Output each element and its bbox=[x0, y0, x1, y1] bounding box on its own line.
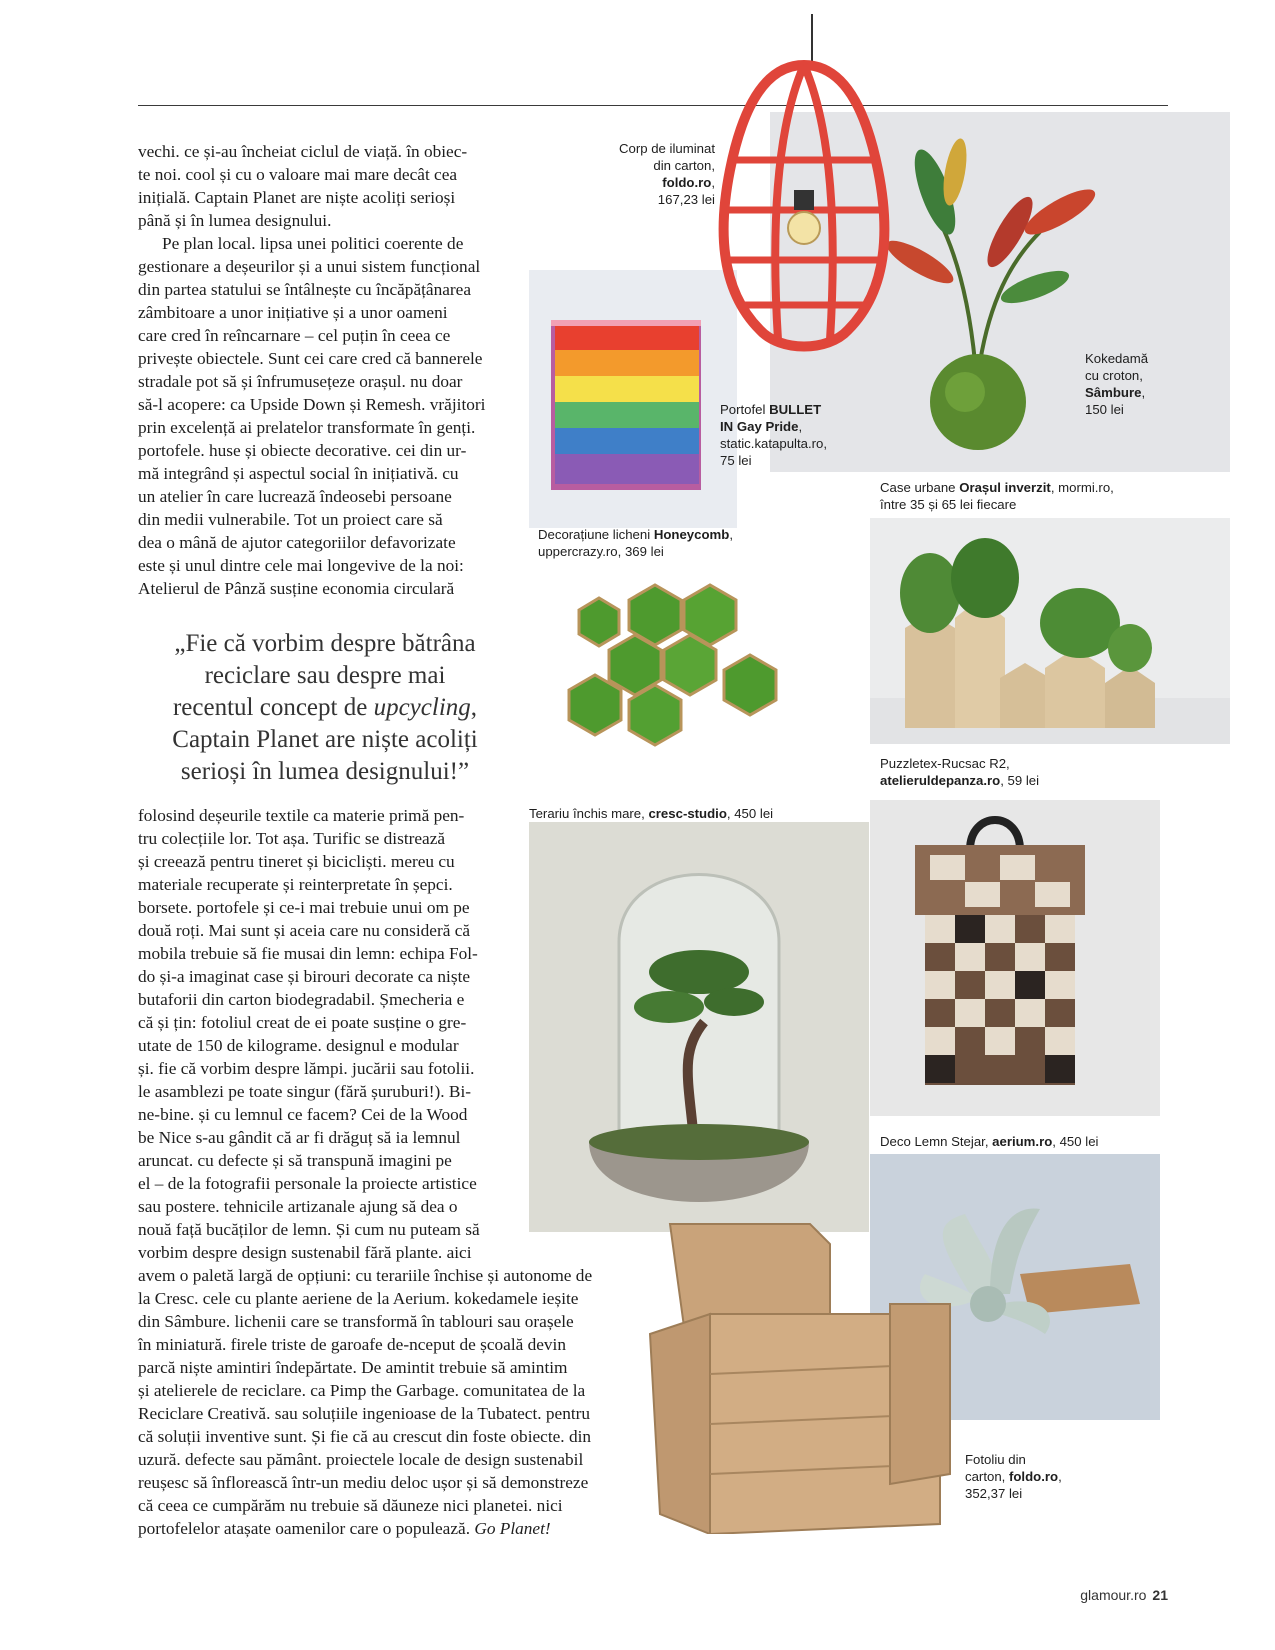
caption-text: Portofel bbox=[720, 402, 770, 417]
caption-line bbox=[529, 805, 849, 822]
footer-site: glamour.ro bbox=[1080, 1587, 1147, 1603]
caption-houses bbox=[880, 479, 1180, 513]
text-line: gestionare a deșeurilor și a unui sistem funcțional bbox=[138, 257, 481, 276]
caption-line bbox=[720, 401, 860, 418]
patchwork-backpack-image bbox=[870, 800, 1160, 1116]
caption-text: Terariu închis mare, bbox=[529, 806, 649, 821]
caption-price: 352,37 lei bbox=[965, 1486, 1023, 1501]
text-line: inițială. Captain Planet are niște acoliți serioși bbox=[138, 188, 456, 207]
caption-line: uppercrazy.ro, 369 lei bbox=[538, 544, 664, 559]
caption-line: între 35 și 65 lei fiecare bbox=[880, 497, 1017, 512]
text-line: din partea statului se întâlnește cu încăpățânarea bbox=[138, 280, 471, 299]
caption-backpack bbox=[880, 755, 1140, 789]
text-line: dea o mână de ajutor categoriilor defavorizate bbox=[138, 533, 456, 552]
text-line: și creează pentru tineret și bicicliști. mereu cu bbox=[138, 852, 455, 871]
chair-photo bbox=[640, 1214, 960, 1534]
text-line: reușesc să înflorească într-un mediu deloc ușor și să demonstreze bbox=[138, 1473, 589, 1492]
text-line: folosind deșeurile textile ca materie primă pen- bbox=[138, 806, 465, 825]
text-line: uzură. defecte sau pământ. proiectele locale de design sustenabil bbox=[138, 1450, 584, 1469]
caption-terrarium bbox=[529, 805, 849, 822]
text-line: la Cresc. cele cu plante aeriene de la Aerium. kokedamele ieșite bbox=[138, 1289, 579, 1308]
text-line: tru colecțiile lor. Tot așa. Turific se distrează bbox=[138, 829, 446, 848]
caption-line bbox=[965, 1468, 1105, 1485]
text-line: parcă niște amintiri îndepărtate. De amintit trebuie să amintim bbox=[138, 1358, 568, 1377]
text-line: și atelierele de reciclare. ca Pimp the Garbage. comunitatea de la bbox=[138, 1381, 586, 1400]
caption-line bbox=[560, 174, 715, 191]
paragraph-4 bbox=[138, 1264, 638, 1540]
text-line: care cred în reîncarnare – cel puțin în ceea ce bbox=[138, 326, 451, 345]
caption-line bbox=[720, 418, 860, 435]
caption-brand: atelieruldepanza.ro bbox=[880, 773, 1001, 788]
text-line: vechi. ce și-au încheiat ciclul de viață. în obiec- bbox=[138, 142, 468, 161]
pull-quote bbox=[140, 628, 510, 788]
caption-lamp bbox=[560, 140, 715, 208]
quote-text: , bbox=[470, 694, 478, 721]
lamp-photo bbox=[700, 60, 908, 380]
caption-punct: , bbox=[1058, 1469, 1062, 1484]
body-text-top bbox=[138, 140, 501, 600]
caption-lichen bbox=[538, 526, 808, 560]
caption-text: , mormi.ro, bbox=[1050, 480, 1114, 495]
caption-line: Corp de iluminat bbox=[618, 141, 715, 156]
body-text-bottom bbox=[138, 1264, 638, 1540]
text-line: privește obiectele. Sunt cei care cred că bannerele bbox=[138, 349, 483, 368]
text-line: avem o paletă largă de opțiuni: cu terariile închise și autonome de bbox=[138, 1266, 593, 1285]
text-line: că soluții inventive sunt. Și fie că au crescut din foste obiecte. din bbox=[138, 1427, 592, 1446]
paragraph-1 bbox=[138, 140, 501, 232]
text-line: do și-a imaginat case și birouri decorate ca niște bbox=[138, 967, 471, 986]
quote-line: „Fie că vorbim despre bătrâna bbox=[174, 630, 476, 657]
caption-text: Decorațiune licheni bbox=[538, 527, 654, 542]
text-line: te noi. cool și cu o valoare mai mare decât cea bbox=[138, 165, 458, 184]
text-line: să-l acopere: ca Upside Down și Remesh. vrăjitori bbox=[138, 395, 486, 414]
caption-price: , 59 lei bbox=[1000, 773, 1040, 788]
body-text-middle bbox=[138, 804, 501, 1264]
caption-brand: foldo.ro bbox=[662, 175, 712, 190]
text-line: utate de 150 de kilograme. designul e modular bbox=[138, 1036, 459, 1055]
caption-line: din carton, bbox=[653, 158, 715, 173]
text-line: le asamblezi pe toate singur (fără șuruburi!). Bi- bbox=[138, 1082, 472, 1101]
text-line: Reciclare Creativă. sau soluțiile ingenioase de la Tubatect. pentru bbox=[138, 1404, 591, 1423]
caption-line: static.katapulta.ro, bbox=[720, 436, 828, 451]
caption-brand: Sâmbure bbox=[1085, 385, 1142, 400]
page-number: 21 bbox=[1152, 1587, 1168, 1603]
text-line: în miniatură. firele triste de garoafe de-nceput de școală devin bbox=[138, 1335, 566, 1354]
caption-chair bbox=[965, 1451, 1105, 1502]
text-line: și. fie că vorbim despre lămpi. jucării sau fotolii. bbox=[138, 1059, 475, 1078]
caption-kokedama bbox=[1085, 350, 1195, 418]
quote-line: reciclare sau despre mai bbox=[204, 662, 446, 689]
caption-price: 150 lei bbox=[1085, 402, 1124, 417]
text-line: materiale recuperate și reinterpretate în șepci. bbox=[138, 875, 453, 894]
caption-deco bbox=[880, 1133, 1160, 1150]
text-line: din medii vulnerabile. Tot un proiect care să bbox=[138, 510, 443, 529]
text-line: din Sâmbure. lichenii care se transformă în tablouri sau orașele bbox=[138, 1312, 574, 1331]
text-line: Pe plan local. lipsa unei politici coerente de bbox=[162, 234, 464, 253]
paragraph-3 bbox=[138, 804, 501, 1264]
caption-line bbox=[880, 772, 1140, 789]
quote-text: recentul concept de bbox=[172, 694, 374, 721]
caption-line: Puzzletex-Rucsac R2, bbox=[880, 756, 1010, 771]
caption-brand: foldo.ro bbox=[1008, 1469, 1059, 1484]
text-line: că și țin: fotoliul creat de ei poate susține o gre- bbox=[138, 1013, 467, 1032]
lichen-photo bbox=[529, 560, 829, 786]
cardboard-armchair-image bbox=[640, 1214, 960, 1534]
caption-line bbox=[880, 479, 1180, 496]
text-line: el – de la fotografii personale la proiecte artistice bbox=[138, 1174, 477, 1193]
text-line: mobila trebuie să fie musai din lemn: echipa Fol- bbox=[138, 944, 478, 963]
text-line: stradale pot să și înfrumusețeze orașul. nu doar bbox=[138, 372, 463, 391]
caption-price: 167,23 lei bbox=[657, 192, 715, 207]
caption-brand: Orașul inverzit bbox=[959, 480, 1051, 495]
caption-punct: , bbox=[729, 527, 733, 542]
caption-text: Case urbane bbox=[880, 480, 960, 495]
caption-text: Deco Lemn Stejar, bbox=[880, 1134, 993, 1149]
caption-brand: BULLET bbox=[769, 402, 822, 417]
header-rule bbox=[138, 105, 1168, 106]
caption-line bbox=[538, 526, 808, 543]
quote-line bbox=[140, 692, 510, 724]
text-line: două roți. Mai sunt și aceia care nu consideră că bbox=[138, 921, 471, 940]
text-line: prin excelență ai prelatelor transformate în genți. bbox=[138, 418, 476, 437]
page-footer bbox=[1080, 1587, 1168, 1603]
text-line: butaforii din carton biodegradabil. Șmecheria e bbox=[138, 990, 465, 1009]
caption-line: Fotoliu din bbox=[965, 1452, 1026, 1467]
terrarium-photo bbox=[529, 822, 869, 1232]
caption-wallet bbox=[720, 401, 860, 469]
caption-punct: , bbox=[711, 175, 715, 190]
text-line: că ceea ce cumpărăm nu trebuie să dăuneze nici planetei. nici bbox=[138, 1496, 563, 1515]
text-line: portofele. huse și obiecte decorative. cei din ur- bbox=[138, 441, 467, 460]
last-line-text: portofelelor atașate oamenilor care o populează. bbox=[138, 1519, 471, 1538]
text-line: până și în lumea designului. bbox=[138, 211, 332, 230]
caption-text: carton, bbox=[965, 1469, 1009, 1484]
caption-price: 75 lei bbox=[720, 453, 752, 468]
text-line bbox=[138, 1517, 638, 1540]
bonsai-terrarium-image bbox=[529, 822, 869, 1232]
caption-line bbox=[1085, 384, 1195, 401]
text-line: ne-bine. și cu lemnul ce facem? Cei de la Wood bbox=[138, 1105, 468, 1124]
paragraph-2 bbox=[138, 232, 501, 600]
honeycomb-lichen-image bbox=[529, 560, 829, 786]
caption-brand: Honeycomb bbox=[653, 527, 730, 542]
caption-line: Kokedamă bbox=[1085, 351, 1149, 366]
lamp-cord bbox=[811, 14, 813, 66]
text-line: sau postere. tehnicile artizanale ajung să dea o bbox=[138, 1197, 458, 1216]
backpack-photo bbox=[870, 800, 1160, 1116]
urban-houses-image bbox=[870, 518, 1230, 744]
text-line: vorbim despre design sustenabil fără plante. aici bbox=[138, 1243, 472, 1262]
caption-line: cu croton, bbox=[1085, 368, 1143, 383]
sign-off: Go Planet! bbox=[474, 1519, 551, 1538]
text-line: nouă față bucăților de lemn. Și cum nu puteam să bbox=[138, 1220, 480, 1239]
houses-photo bbox=[870, 518, 1230, 744]
text-line: Atelierul de Pânză susține economia circulară bbox=[138, 579, 455, 598]
text-line: un atelier în care lucrează îndeosebi persoane bbox=[138, 487, 452, 506]
quote-italic: upcycling bbox=[373, 694, 471, 721]
caption-punct: , bbox=[1141, 385, 1146, 400]
caption-brand: cresc-studio bbox=[648, 806, 727, 821]
text-line: mă integrând și aspectul social în inițiativă. cu bbox=[138, 464, 459, 483]
text-line: aruncat. cu defecte și să transpună imagini pe bbox=[138, 1151, 452, 1170]
quote-line: Captain Planet are niște acoliți bbox=[172, 726, 478, 753]
quote-line: serioși în lumea designului!” bbox=[180, 758, 470, 785]
text-line: zâmbitoare a unor inițiative și a unor oameni bbox=[138, 303, 448, 322]
cardboard-lamp-image bbox=[700, 60, 908, 380]
text-line: be Nice s-au gândit că ar fi drăguț să ia lemnul bbox=[138, 1128, 461, 1147]
caption-price: , 450 lei bbox=[726, 806, 774, 821]
caption-line bbox=[880, 1133, 1160, 1150]
caption-punct: , bbox=[798, 419, 803, 434]
caption-brand: aerium.ro bbox=[992, 1134, 1053, 1149]
caption-price: , 450 lei bbox=[1052, 1134, 1099, 1149]
text-line: borsete. portofele și ce-i mai trebuie unui om pe bbox=[138, 898, 470, 917]
text-line: este și unul dintre cele mai longevive de la noi: bbox=[138, 556, 464, 575]
caption-brand: IN Gay Pride bbox=[720, 419, 799, 434]
